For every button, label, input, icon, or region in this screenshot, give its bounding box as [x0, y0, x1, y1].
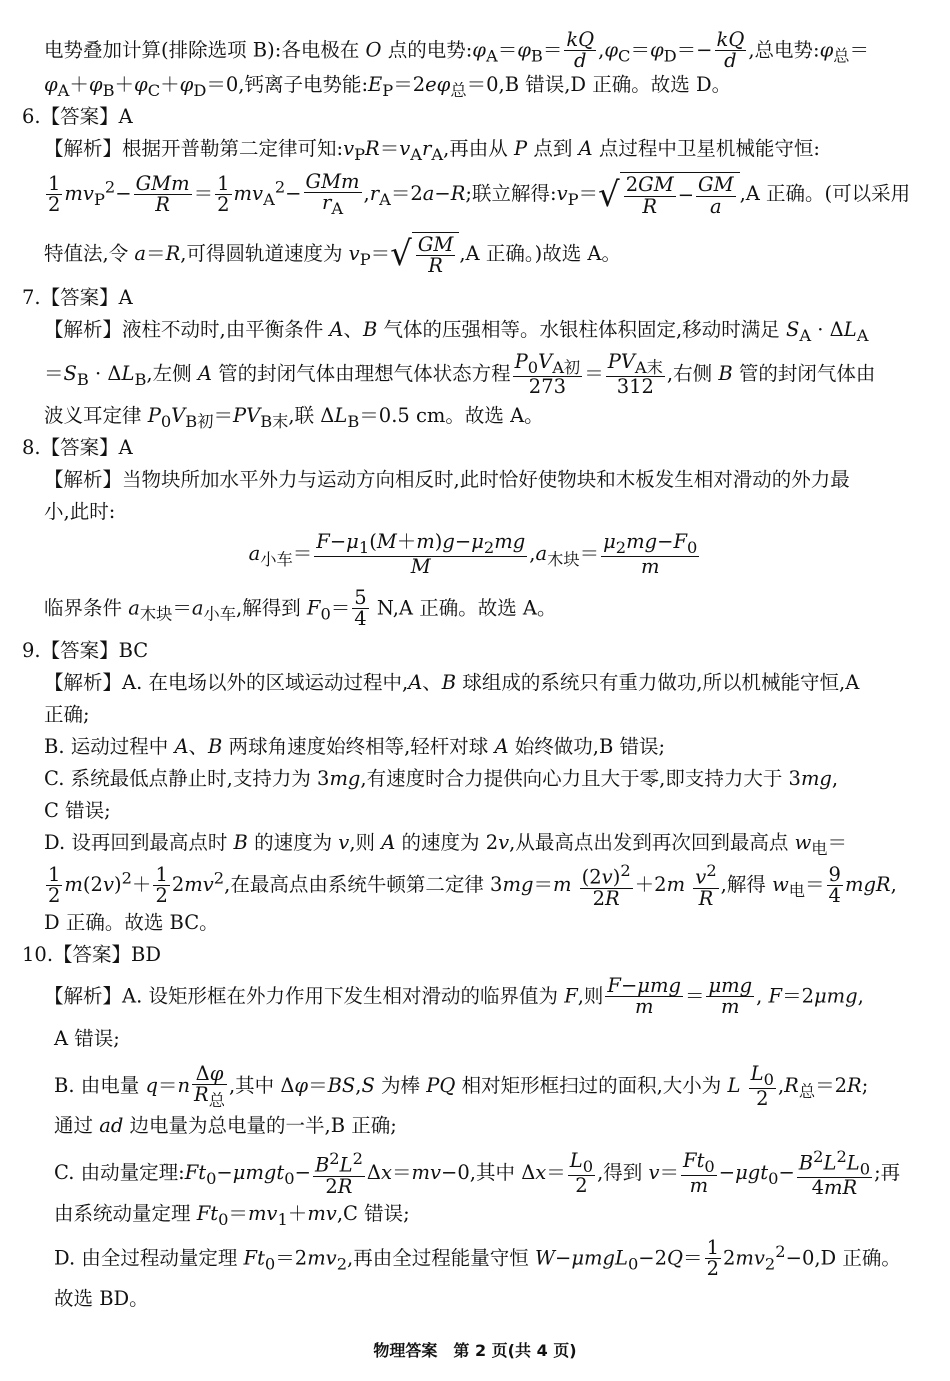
text-line: D 正确。故选 BC。: [44, 911, 219, 934]
text-line: 【解析】根据开普勒第二定律可知$:v_PR=v_Ar_A$,再由从 P 点到 A 点过程中卫星机械能守恒:: [44, 137, 820, 164]
text-line: C. 由动量定理$:Ft_0-\mu mgt_0-$ $\frac{B^2L^2}{2R}$ Δx＝mv−0,其中 Δx＝ $\frac{L_0}{2}$ ,得到 v＝ $\frac{Ft_0}{m}$ −μgt$_0$− $\frac{B^2L^2L_0}{4mR}$ ;再: [54, 1147, 901, 1200]
text-line: C 错误;: [44, 799, 111, 822]
text-line: D. 由全过程动量定理 $Ft_0=2mv_2$,再由全过程能量守恒 W−μmgL$_0$−2Q＝ $\frac{1}{2}$ $2mv_2^2-0,D$ 正确。: [54, 1236, 901, 1281]
question-heading: 7.【答案】A: [22, 286, 133, 309]
text-line: 【解析】当物块所加水平外力与运动方向相反时,此时恰好使物块和木板发生相对滑动的外力最: [44, 468, 850, 491]
text-line: $\varphi_A+\varphi_B+\varphi_C+\varphi_D=0$,钙离子电势能$:E_P=2e\varphi_总=0,B$ 错误,D 正确。故选 D。: [44, 73, 732, 100]
text-line: 由系统动量定理 $Ft_0=mv_1+mv,C$ 错误;: [54, 1202, 410, 1229]
text-line: $\frac{1}{2}$ $mv_P^2-$ $\frac{\text{GMm}}{R}$ ＝ $\frac{1}{2}$ $mv_A^2-$ $\frac{\text{GMm}}{r_A}$ $,r_A=2a-R$;联立解得$:v_P=√$ $\frac{2GM}{R}$ − $\frac{GM}{a}$ ,A 正确。(可以采用: [48, 170, 911, 219]
text-line: 小,此时:: [44, 500, 116, 523]
equation: $a_{小车}=$ $\frac{F-\mu_1(M+m)g-\mu_2mg}{M}$ $,a_{木块}=$ $\frac{\mu_2mg-F_0}{m}$: [248, 530, 698, 578]
page-footer: 物理答案 第 2 页(共 4 页): [373, 1341, 577, 1360]
text-line: 特值法,令 a＝R,可得圆轨道速度为 $v_P=√$ $\frac{GM}{R}$ ,A 正确。)故选 A。: [44, 233, 621, 278]
question-heading: 10.【答案】BD: [22, 943, 161, 966]
text-line: B. 由电量 q＝n $\frac{\Delta\varphi}{R_总}$ ,其中 Δφ＝BS,S 为棒 PQ 相对矩形框扫过的面积,大小为 L $\frac{L_0}{2}$ $,R_总=2R$;: [54, 1062, 869, 1111]
question-heading: 8.【答案】A: [22, 436, 133, 459]
text-line: 电势叠加计算(排除选项 B):各电极在 O 点的电势$:\varphi_A=\varphi_B=$ $\frac{kQ}{d}$ $,\varphi_C=\varphi_D=-$ $\frac{kQ}{d}$ ,总电势$:\varphi_总=$: [44, 28, 870, 73]
text-line: B. 运动过程中 A、B 两球角速度始终相等,轻杆对球 A 始终做功,B 错误;: [44, 735, 666, 758]
text-line: 通过 ad 边电量为总电量的一半,B 正确;: [54, 1114, 397, 1137]
text-line: 故选 BD。: [54, 1287, 149, 1310]
text-line: D. 设再回到最高点时 B 的速度为 v,则 A 的速度为 2v,从最高点出发到再次回到最高点 $w_电=$: [44, 831, 848, 858]
question-heading: 6.【答案】A: [22, 105, 133, 128]
question-heading: 9.【答案】BC: [22, 639, 149, 662]
text-line: C. 系统最低点静止时,支持力为 3mg,有速度时合力提供向心力且大于零,即支持力大于 3mg,: [44, 767, 839, 790]
text-line: $\frac{1}{2}$ $m(2v)^2+$ $\frac{1}{2}$ $2mv^2$,在最高点由系统牛顿第二定律 3mg＝m $\frac{(2v)^2}{2R}$ ＋2m $\frac{v^2}{R}$ ,解得 $w_电=$ $\frac{9}{4}$ mgR,: [48, 861, 897, 910]
text-line: 【解析】A. 设矩形框在外力作用下发生相对滑动的临界值为 F,则 $\frac{\text{F−μmg}}{m}$ ＝ $\frac{\text{μmg}}{m}$ , F＝2μmg,: [44, 974, 864, 1019]
text-line: 波义耳定律 $P_0V_{B初}=PV_{B末}$,联 $\Delta L_B=0.5$ cm。故选 A。: [44, 404, 544, 431]
text-line: 【解析】液柱不动时,由平衡条件 A、B 气体的压强相等。水银柱体积固定,移动时满足 $S_A \cdot \Delta L_A$: [44, 318, 869, 345]
text-line: 临界条件 $a_{木块}=a_{小车}$,解得到 $F_0=$ $\frac{5}{4}$ N,A 正确。故选 A。: [44, 586, 557, 631]
text-line: $=S_B \cdot \Delta L_B$,左侧 A 管的封闭气体由理想气体状态方程 $\frac{P_0V_{A初}}{273}$ ＝ $\frac{PV_{A末}}{312}$ ,右侧 B 管的封闭气体由: [44, 350, 876, 398]
text-line: 【解析】A. 在电场以外的区域运动过程中,A、B 球组成的系统只有重力做功,所以机械能守恒,A: [44, 671, 860, 694]
text-line: 正确;: [44, 703, 90, 726]
text-line: A 错误;: [54, 1027, 120, 1050]
